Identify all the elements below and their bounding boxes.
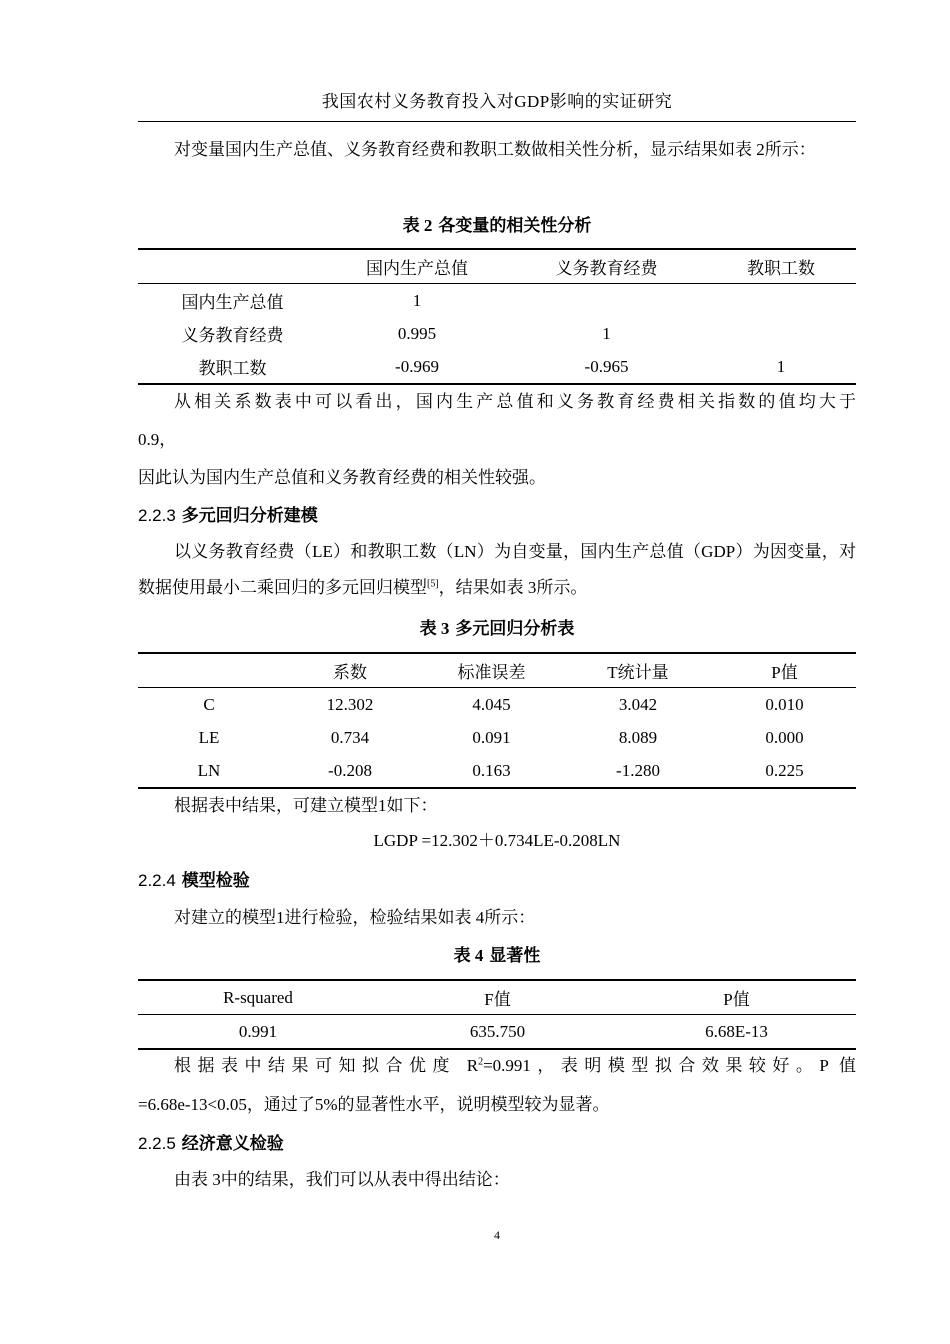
table-cell: 0.010 <box>765 694 804 714</box>
section-number: 2.2.5 <box>138 1134 176 1153</box>
table-cell: LE <box>198 727 220 747</box>
table4-caption <box>138 944 856 968</box>
table3-caption-label: 表 3 <box>419 619 450 638</box>
header-rule <box>138 121 856 122</box>
table-row <box>138 721 856 754</box>
table-header-cell: 标准误差 <box>457 663 526 682</box>
table3-caption <box>138 617 856 641</box>
table-cell: LN <box>197 760 221 780</box>
table4-caption-label: 表 4 <box>453 946 484 965</box>
table-cell: -0.965 <box>584 356 629 376</box>
table-cell: 国内生产总值 <box>181 293 284 312</box>
corr-paragraph-line1: 从相关系数表中可以看出，国内生产总值和义务教育经费相关指数的值均大于 <box>174 392 856 411</box>
econ-paragraph: 由表 3中的结果，我们可以从表中得出结论： <box>174 1170 510 1189</box>
table-header-cell <box>138 249 327 284</box>
table-row <box>138 688 856 722</box>
table-cell: 1 <box>602 323 611 343</box>
table-cell <box>706 284 856 318</box>
corr-paragraph-line3: 因此认为国内生产总值和义务教育经费的相关性较强。 <box>138 468 546 487</box>
table-header-cell: P值 <box>771 663 798 682</box>
section-title: 模型检验 <box>181 871 250 891</box>
table-cell: 0.091 <box>472 727 511 747</box>
superscript: 2 <box>478 1056 484 1068</box>
corr-paragraph-line2: 0.9， <box>138 430 177 449</box>
table2-header-row <box>138 249 856 284</box>
table-cell <box>706 317 856 350</box>
regression-text-end: ，结果如表 3所示。 <box>438 578 588 597</box>
fit-text: 根据表中结果可知拟合优度 R <box>174 1056 479 1075</box>
table-cell: 0.225 <box>765 760 804 780</box>
table-row <box>138 1015 856 1050</box>
table-cell: 0.995 <box>397 323 437 343</box>
table2-correlation <box>138 248 856 385</box>
test-paragraph: 对建立的模型1进行检验，检验结果如表 4所示： <box>174 908 536 927</box>
table-cell: -1.280 <box>616 760 660 780</box>
table-header-cell: 义务教育经费 <box>555 259 658 278</box>
citation-ref: [5] <box>427 578 439 590</box>
table-cell: 8.089 <box>618 727 658 747</box>
table-cell: 6.68E-13 <box>705 1021 768 1041</box>
table-row <box>138 284 856 318</box>
table2-caption-text: 各变量的相关性分析 <box>438 216 592 236</box>
table-cell: 1 <box>776 356 786 376</box>
table-cell: 3.042 <box>618 694 658 714</box>
table-header-cell <box>138 653 280 688</box>
table-cell: 教职工数 <box>198 359 267 378</box>
table4-significance <box>138 979 856 1050</box>
table-row <box>138 754 856 788</box>
table-cell: 0.734 <box>330 727 370 747</box>
section-title: 经济意义检验 <box>181 1134 284 1154</box>
fit-paragraph-line2: =6.68e-13<0.05，通过了5%的显著性水平，说明模型较为显著。 <box>138 1095 610 1114</box>
table-header-cell: 系数 <box>333 663 367 682</box>
section-heading-2-2-5 <box>138 1132 284 1156</box>
section-number: 2.2.3 <box>138 506 176 525</box>
table4-caption-text: 显著性 <box>489 946 541 966</box>
table3-header-row <box>138 653 856 688</box>
fit-paragraph-line1 <box>138 1048 856 1084</box>
table2-caption-label: 表 2 <box>402 216 433 235</box>
page-number: 4 <box>494 1228 500 1242</box>
model-paragraph: 根据表中结果，可建立模型1如下： <box>174 796 438 815</box>
section-number: 2.2.4 <box>138 871 176 890</box>
table-header-cell: 国内生产总值 <box>366 259 468 278</box>
table-cell: 0.991 <box>238 1021 278 1041</box>
section-heading-2-2-4 <box>138 869 250 893</box>
table-header-cell: F值 <box>484 990 511 1009</box>
table-cell: 义务教育经费 <box>181 326 284 345</box>
table-row <box>138 317 856 350</box>
regression-paragraph <box>138 534 856 606</box>
table-cell: 1 <box>412 290 422 310</box>
table-cell: 4.045 <box>472 694 511 714</box>
table-cell: 12.302 <box>326 694 374 714</box>
table-cell: C <box>203 694 215 714</box>
fit-text-end: =0.991，表明模型拟合效果较好。P 值 <box>483 1056 856 1075</box>
regression-formula: LGDP =12.302＋0.734LE-0.208LN <box>373 831 621 850</box>
table3-regression <box>138 652 856 789</box>
section-title: 多元回归分析建模 <box>181 506 318 526</box>
table-header-cell: P值 <box>723 990 750 1009</box>
running-header: 我国农村义务教育投入对GDP影响的实证研究 <box>321 92 673 111</box>
table-cell: 0.000 <box>765 727 804 747</box>
table-header-cell: R-squared <box>223 987 293 1007</box>
table3-caption-text: 多元回归分析表 <box>455 619 575 639</box>
table-header-cell: T统计量 <box>607 663 669 682</box>
table2-caption <box>138 214 856 238</box>
table-cell: 0.163 <box>472 760 511 780</box>
table-header-cell: 教职工数 <box>747 259 815 278</box>
regression-text: 以义务教育经费（LE）和教职工数（LN）为自变量，国内生产总值（GDP）为因变量，对数据使用最小二乘回归的多元回归模型 <box>138 542 856 597</box>
table4-header-row <box>138 980 856 1015</box>
table-row <box>138 350 856 384</box>
table-cell: -0.208 <box>328 760 372 780</box>
table-cell <box>507 284 706 318</box>
table-cell: -0.969 <box>395 356 439 376</box>
intro-paragraph: 对变量国内生产总值、义务教育经费和教职工数做相关性分析，显示结果如表 2所示： <box>174 140 816 159</box>
section-heading-2-2-3 <box>138 504 318 528</box>
table-cell: 635.750 <box>469 1021 526 1041</box>
